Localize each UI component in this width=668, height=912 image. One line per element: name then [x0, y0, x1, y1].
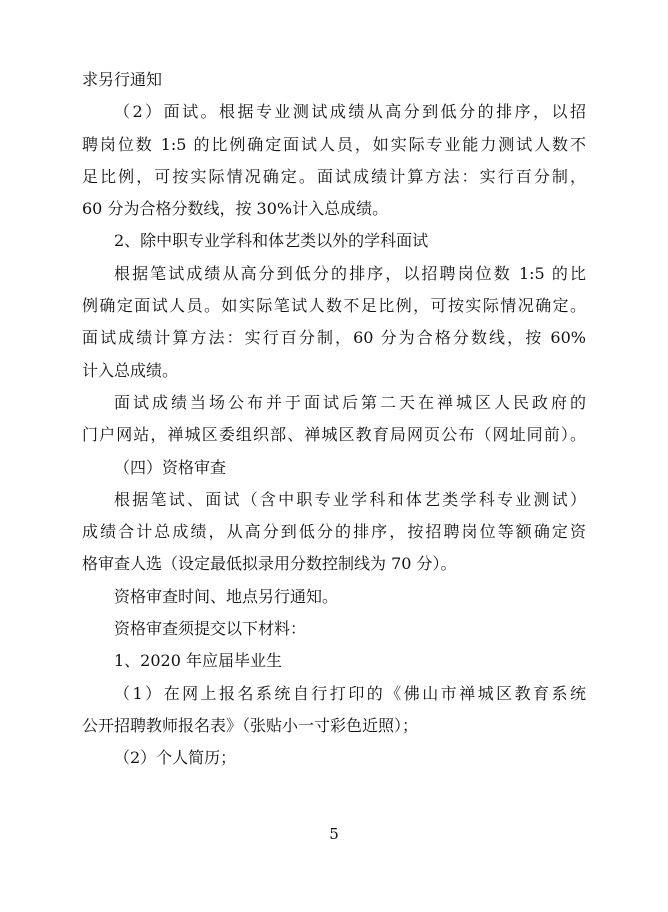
- text-line: （2）面试。根据专业测试成绩从高分到低分的排序，以招: [114, 102, 586, 122]
- text-line: 1、2020 年应届毕业生: [114, 651, 282, 671]
- text-line: （2）个人简历；: [114, 748, 237, 768]
- text-line: 根据笔试成绩从高分到低分的排序，以招聘岗位数 1:5 的比: [114, 263, 586, 283]
- text-line: （1）在网上报名系统自行打印的《佛山市禅城区教育系统: [114, 683, 586, 703]
- text-line: 面试成绩当场公布并于面试后第二天在禅城区人民政府的: [114, 392, 586, 412]
- text-line: 根据笔试、面试（含中职专业学科和体艺类学科专业测试）: [114, 489, 586, 509]
- text-line: 求另行通知: [82, 70, 163, 89]
- text-line: 资格审查时间、地点另行通知。: [114, 586, 339, 606]
- text-line: 公开招聘教师报名表》（张贴小一寸彩色近照）；: [82, 715, 419, 735]
- text-line: 面试成绩计算方法：实行百分制，60 分为合格分数线，按 60%: [82, 328, 586, 348]
- text-line: 格审查人选（设定最低拟录用分数控制线为 70 分）。: [82, 554, 457, 574]
- text-line: 60 分为合格分数线，按 30%计入总成绩。: [82, 199, 389, 219]
- text-line: 聘岗位数 1:5 的比例确定面试人员，如实际专业能力测试人数不: [82, 134, 586, 154]
- text-line: 资格审查须提交以下材料：: [114, 619, 307, 639]
- body-text: [82, 64, 586, 775]
- text-line: 足比例，可按实际情况确定。面试成绩计算方法：实行百分制，: [82, 166, 586, 186]
- text-line: 成绩合计总成绩，从高分到低分的排序，按招聘岗位等额确定资: [82, 522, 586, 542]
- text-line: 2、除中职专业学科和体艺类以外的学科面试: [114, 231, 429, 251]
- text-line: 计入总成绩。: [82, 360, 179, 380]
- text-line: （四）资格审查: [114, 457, 227, 477]
- page-number: 5: [329, 825, 339, 843]
- text-line: 例确定面试人员。如实际笔试人数不足比例，可按实际情况确定。: [82, 296, 586, 316]
- text-line: 门户网站，禅城区委组织部、禅城区教育局网页公布（网址同前）。: [82, 425, 586, 445]
